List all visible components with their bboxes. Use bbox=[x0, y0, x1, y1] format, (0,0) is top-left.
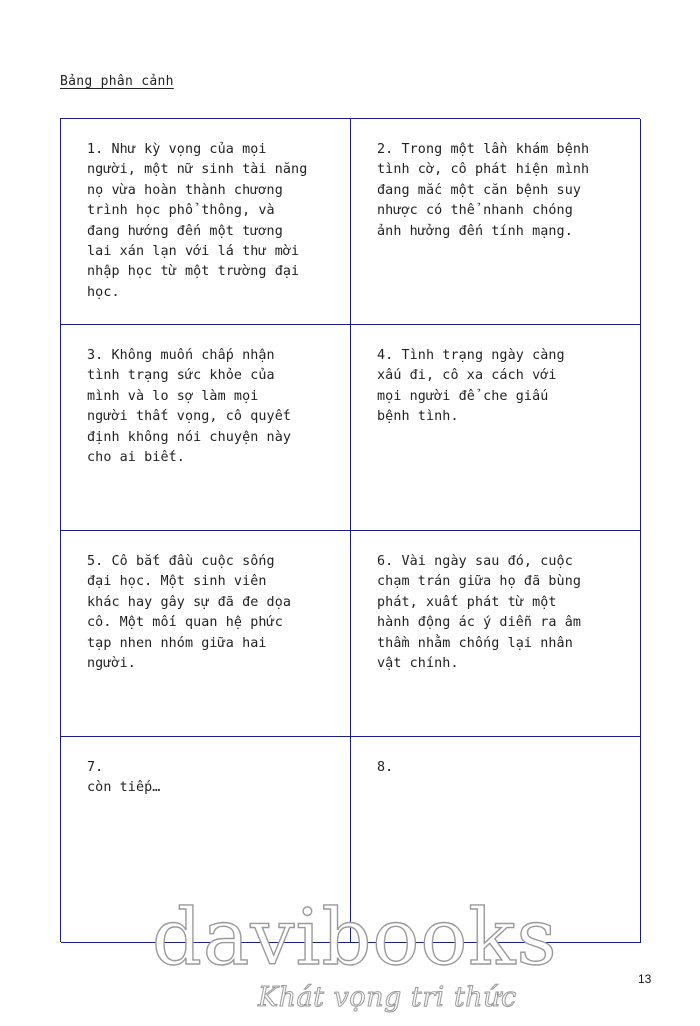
storyboard-grid bbox=[60, 118, 640, 942]
storyboard-panel-6: 6. Vài ngày sau đó, cuộc chạm trán giữa họ đã bùng phát, xuất phát từ một hành động ác ý diễn ra âm thầm nhằm chống lại nhân vật chính. bbox=[351, 531, 641, 737]
watermark-brand: davibooks bbox=[152, 893, 558, 983]
watermark bbox=[152, 893, 558, 1022]
storyboard-panel-2: 2. Trong một lần khám bệnh tình cờ, cô phát hiện mình đang mắc một căn bệnh suy nhược có thể nhanh chóng ảnh hưởng đến tính mạng. bbox=[351, 119, 641, 325]
storyboard-panel-1: 1. Như kỳ vọng của mọi người, một nữ sinh tài năng nọ vừa hoàn thành chương trình học phổ thông, và đang hướng đến một tương lai xán lạn với lá thư mời nhập học từ một trường đại học. bbox=[61, 119, 351, 325]
page-number: 13 bbox=[638, 972, 652, 986]
storyboard-panel-8: 8. bbox=[351, 737, 641, 943]
watermark-slogan: Khát vọng tri thức bbox=[258, 982, 517, 1013]
storyboard-panel-5: 5. Cô bắt đầu cuộc sống đại học. Một sinh viên khác hay gây sự đã đe dọa cô. Một mối quan hệ phức tạp nhen nhóm giữa hai người. bbox=[61, 531, 351, 737]
storyboard-panel-7: 7. còn tiếp… bbox=[61, 737, 351, 943]
storyboard-panel-3: 3. Không muốn chấp nhận tình trạng sức khỏe của mình và lo sợ làm mọi người thất vọng, cô quyết định không nói chuyện này cho ai biết. bbox=[61, 325, 351, 531]
storyboard-panel-4: 4. Tình trạng ngày càng xấu đi, cô xa cách với mọi người để che giấu bệnh tình. bbox=[351, 325, 641, 531]
storyboard-heading: Bảng phân cảnh bbox=[60, 74, 174, 89]
